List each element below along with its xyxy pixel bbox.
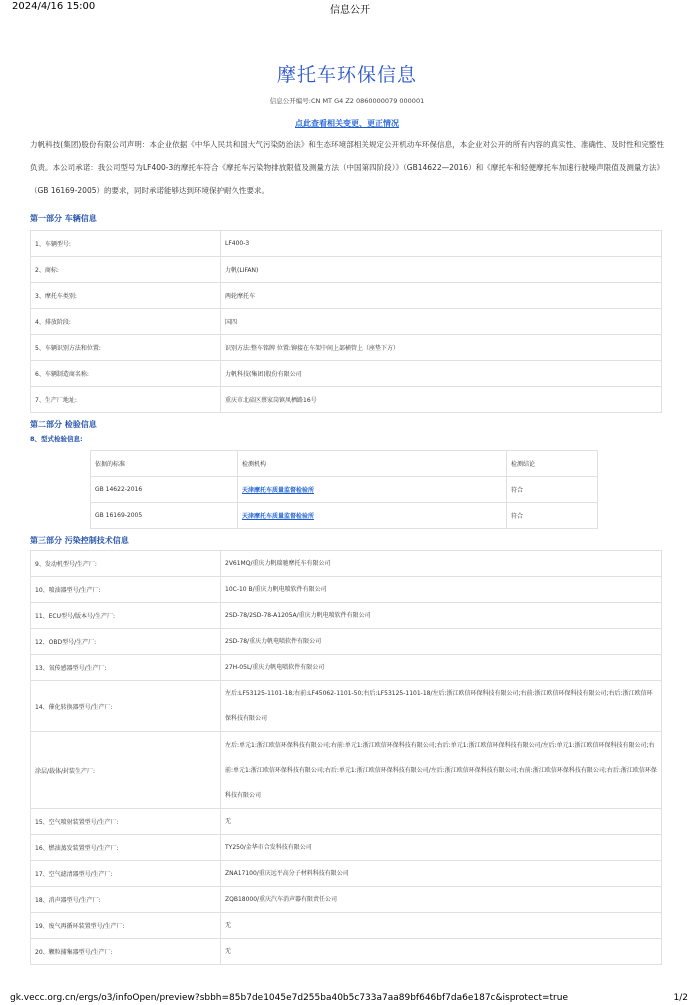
header-agency: 检测机构	[238, 451, 507, 477]
row-value: 力帆科技(集团)股份有限公司	[221, 361, 662, 387]
print-footer	[0, 992, 700, 1005]
row-value: ZNA17100/重庆远平高分子材料科技有限公司	[221, 861, 662, 887]
table-row	[31, 887, 662, 913]
table-row	[31, 655, 662, 681]
row-label: 15、空气喷射装置型号/生产厂:	[31, 809, 221, 835]
table-row	[31, 577, 662, 603]
row-value: LF400-3	[221, 231, 662, 257]
row-value: 无	[221, 809, 662, 835]
row-value: TY250/金华市合发科技有限公司	[221, 835, 662, 861]
standard-cell: GB 14622-2016	[91, 477, 238, 503]
row-label: 12、OBD型号/生产厂:	[31, 629, 221, 655]
row-value: 无	[221, 939, 662, 965]
row-label: 16、燃油蒸发装置型号/生产厂:	[31, 835, 221, 861]
row-value: 27H-05L/重庆力帆电喷软件有限公司	[221, 655, 662, 681]
row-label: 涂层/载体/封装生产厂:	[31, 732, 221, 809]
table-row	[31, 309, 662, 335]
agency-link[interactable]: 天津摩托车质量监督检验所	[242, 487, 315, 494]
part1-title: 第一部分 车辆信息	[30, 214, 97, 223]
row-label: 1、车辆型号:	[31, 231, 221, 257]
row-value: 2SD-78/重庆力帆电喷软件有限公司	[221, 629, 662, 655]
table-row	[31, 939, 662, 965]
table-row	[31, 809, 662, 835]
table-row	[31, 551, 662, 577]
page-title: 摩托车环保信息	[276, 64, 417, 86]
row-label: 14、催化转换器型号/生产厂:	[31, 681, 221, 732]
table-row	[31, 913, 662, 939]
agency-link[interactable]: 天津摩托车质量监督检验所	[242, 513, 315, 520]
agency-cell	[238, 503, 507, 529]
page-url: gk.vecc.org.cn/ergs/o3/infoOpen/preview?sbbh=85b7de1045e7d255ba40b5c733a7aa89bf646bf7da6e187c&isprotect=true	[10, 993, 568, 1003]
row-value: 无	[221, 913, 662, 939]
row-label: 18、消声器型号/生产厂:	[31, 887, 221, 913]
row-value: 重庆市北碚区蔡家岗镇凤栖路16号	[221, 387, 662, 413]
row-value: 左后:LF53125-1101-18;右前:LF45062-1101-50;右后:LF53125-1101-18/左后:浙江欧信环保科技有限公司;右前:浙江欧信环保科技有限公司;右后:浙江欧信环保科技有限公司	[221, 681, 662, 732]
row-label: 9、发动机型号/生产厂:	[31, 551, 221, 577]
table-row	[31, 257, 662, 283]
print-datetime: 2024/4/16 15:00	[12, 1, 96, 12]
table-row	[31, 231, 662, 257]
row-label: 7、生产厂地址:	[31, 387, 221, 413]
row-label: 5、车辆识别方法和位置:	[31, 335, 221, 361]
row-value: 左后:单元1:浙江欧信环保科技有限公司;右前:单元1:浙江欧信环保科技有限公司;右后:单元1:浙江欧信环保科技有限公司/左后:单元1:浙江欧信环保科技有限公司;右前:单元1:浙江欧信环保科技有限公司;右后:单元1:浙江欧信环保科技有限公司/左后:浙江欧信环保科技有限公司;右前:浙江欧信环保科技有限公司;右后:浙江欧信环保科技有限公司	[221, 732, 662, 809]
declaration-text: 力帆科技(集团)股份有限公司声明：本企业依据《中华人民共和国大气污染防治法》和生态环境部相关规定公开机动车环保信息，本企业对公开的所有内容的真实性、准确性、及时性和完整性负责。本公司承诺：我公司型号为LF400-3的摩托车符合《摩托车污染物排放限值及测量方法（中国第四阶段）》（GB14622—2016）和《摩托车和轻便摩托车加速行驶噪声限值及测量方法》（GB 16169-2005）的要求，同时承诺能够达到环境保护耐久性要求。	[30, 140, 664, 195]
table-row	[31, 283, 662, 309]
result-cell: 符合	[507, 503, 598, 529]
table-row	[31, 387, 662, 413]
row-value: 国四	[221, 309, 662, 335]
row-label: 4、排放阶段:	[31, 309, 221, 335]
row-value: 2SD-78/2SD-78-A1205A/重庆力帆电喷软件有限公司	[221, 603, 662, 629]
pollution-control-table	[30, 550, 662, 965]
row-value: 2V61MQ/重庆力帆瑞驰摩托车有限公司	[221, 551, 662, 577]
row-label: 13、氧传感器型号/生产厂:	[31, 655, 221, 681]
row-value: 10C-10 B/重庆力帆电喷软件有限公司	[221, 577, 662, 603]
table-row	[31, 361, 662, 387]
row-label: 11、ECU型号/版本号/生产厂:	[31, 603, 221, 629]
header-standard: 依据的标准	[91, 451, 238, 477]
print-title: 信息公开	[330, 5, 370, 16]
row-label: 19、废气再循环装置型号/生产厂:	[31, 913, 221, 939]
row-label: 10、喷油器型号/生产厂:	[31, 577, 221, 603]
row-value: ZQB18000/重庆汽车消声器有限责任公司	[221, 887, 662, 913]
agency-cell	[238, 477, 507, 503]
row-label: 6、车辆制造商名称:	[31, 361, 221, 387]
table-row	[31, 732, 662, 809]
row-label: 20、颗粒捕集器型号/生产厂:	[31, 939, 221, 965]
row-label: 2、商标:	[31, 257, 221, 283]
row-value: 识别方法:整车铭牌 位置:铆接在车架中间上部横管上（座垫下方）	[221, 335, 662, 361]
table-row	[91, 477, 598, 503]
table-row	[31, 335, 662, 361]
table-row	[31, 603, 662, 629]
vehicle-info-table	[30, 230, 662, 413]
table-row	[91, 503, 598, 529]
row-value: 力帆(LIFAN)	[221, 257, 662, 283]
part3-title: 第三部分 污染控制技术信息	[30, 536, 129, 545]
inspection-table	[90, 450, 598, 529]
row-label: 3、摩托车类别:	[31, 283, 221, 309]
table-header-row	[91, 451, 598, 477]
print-header	[0, 0, 700, 14]
change-history-link[interactable]: 点此查看相关变更、更正情况	[295, 119, 399, 128]
header-result: 检测结论	[507, 451, 598, 477]
part2-title: 第二部分 检验信息	[30, 420, 97, 429]
table-row	[31, 681, 662, 732]
table-row	[31, 835, 662, 861]
result-cell: 符合	[507, 477, 598, 503]
row-label: 17、空气滤清器型号/生产厂:	[31, 861, 221, 887]
row-value: 两轮摩托车	[221, 283, 662, 309]
page-number: 1/2	[673, 993, 688, 1003]
part2-subtitle: 8、型式检验信息:	[30, 435, 83, 443]
standard-cell: GB 16169-2005	[91, 503, 238, 529]
table-row	[31, 629, 662, 655]
table-row	[31, 861, 662, 887]
info-code: 信息公开编号:CN MT G4 Z2 0860000079 000001	[269, 97, 425, 105]
